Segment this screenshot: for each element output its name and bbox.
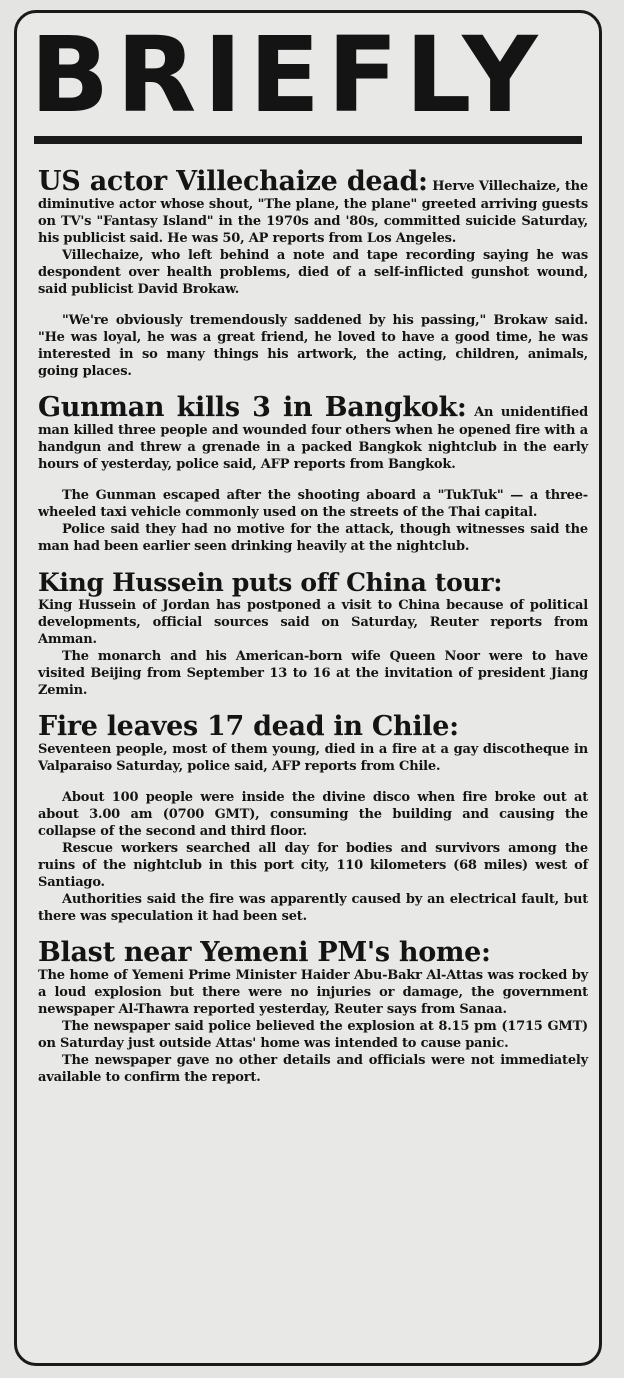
story-hussein — [38, 569, 588, 699]
story-lead: King Hussein of Jordan has postponed a visit to China because of political developments, official sources said on Saturday, Reuter reports from Amman. — [38, 598, 588, 647]
story-paragraph: Authorities said the fire was apparently caused by an electrical fault, but there was speculation it had been set. — [38, 892, 588, 924]
story-paragraph: About 100 people were inside the divine disco when fire broke out at about 3.00 am (0700 GMT), consuming the building and causing the collapse of the second and third floor. — [38, 790, 588, 839]
story-paragraph: "We're obviously tremendously saddened by his passing," Brokaw said. "He was loyal, he was a great friend, he loved to have a good time, he was interested in so many things his artwork, the acting, children, animals, going places. — [38, 313, 588, 379]
news-column — [38, 168, 588, 1100]
masthead-title: BRIEFLY — [30, 14, 545, 136]
story-paragraph: Rescue workers searched all day for bodies and survivors among the ruins of the nightclub in this port city, 110 kilometers (68 miles) west of Santiago. — [38, 841, 588, 890]
story-paragraph: The newspaper said police believed the explosion at 8.15 pm (1715 GMT) on Saturday just outside Attas' home was intended to cause panic. — [38, 1019, 588, 1051]
story-lead: An unidentified man killed three people and wounded four others when he opened fire with a handgun and threw a grenade in a packed Bangkok nightclub in the early hours of yesterday, police said, AFP reports from Bangkok. — [38, 405, 588, 472]
headline: Blast near Yemeni PM's home: — [38, 937, 491, 968]
story-paragraph: The monarch and his American-born wife Queen Noor were to have visited Beijing from September 13 to 16 at the invitation of president Jiang Zemin. — [38, 649, 588, 698]
headline: US actor Villechaize dead: — [38, 166, 428, 197]
story-lead: Seventeen people, most of them young, died in a fire at a gay discotheque in Valparaiso Saturday, police said, AFP reports from Chile. — [38, 742, 588, 774]
story-yemen — [38, 939, 588, 1086]
headline: Fire leaves 17 dead in Chile: — [38, 711, 459, 742]
story-chile — [38, 713, 588, 925]
headline: Gunman kills 3 in Bangkok: — [38, 392, 467, 423]
masthead-rule — [34, 136, 582, 144]
headline: King Hussein puts off China tour: — [38, 568, 503, 597]
story-lead: Herve Villechaize, the diminutive actor whose shout, "The plane, the plane" greeted arriving guests on TV's "Fantasy Island" in the 1970s and '80s, committed suicide Saturday, his publicist said. He was 50, AP reports from Los Angeles. — [38, 179, 588, 246]
story-lead: The home of Yemeni Prime Minister Haider Abu-Bakr Al-Attas was rocked by a loud explosion but there were no injuries or damage, the government newspaper Al-Thawra reported yesterday, Reuter says from Sanaa. — [38, 968, 588, 1017]
story-bangkok — [38, 394, 588, 555]
story-paragraph: The Gunman escaped after the shooting aboard a "TukTuk" — a three-wheeled taxi vehicle commonly used on the streets of the Thai capital. — [38, 488, 588, 520]
story-paragraph: The newspaper gave no other details and officials were not immediately available to confirm the report. — [38, 1053, 588, 1085]
story-villechaize — [38, 168, 588, 380]
story-paragraph: Villechaize, who left behind a note and tape recording saying he was despondent over health problems, died of a self-inflicted gunshot wound, said publicist David Brokaw. — [38, 248, 588, 297]
story-paragraph: Police said they had no motive for the attack, though witnesses said the man had been earlier seen drinking heavily at the nightclub. — [38, 522, 588, 554]
